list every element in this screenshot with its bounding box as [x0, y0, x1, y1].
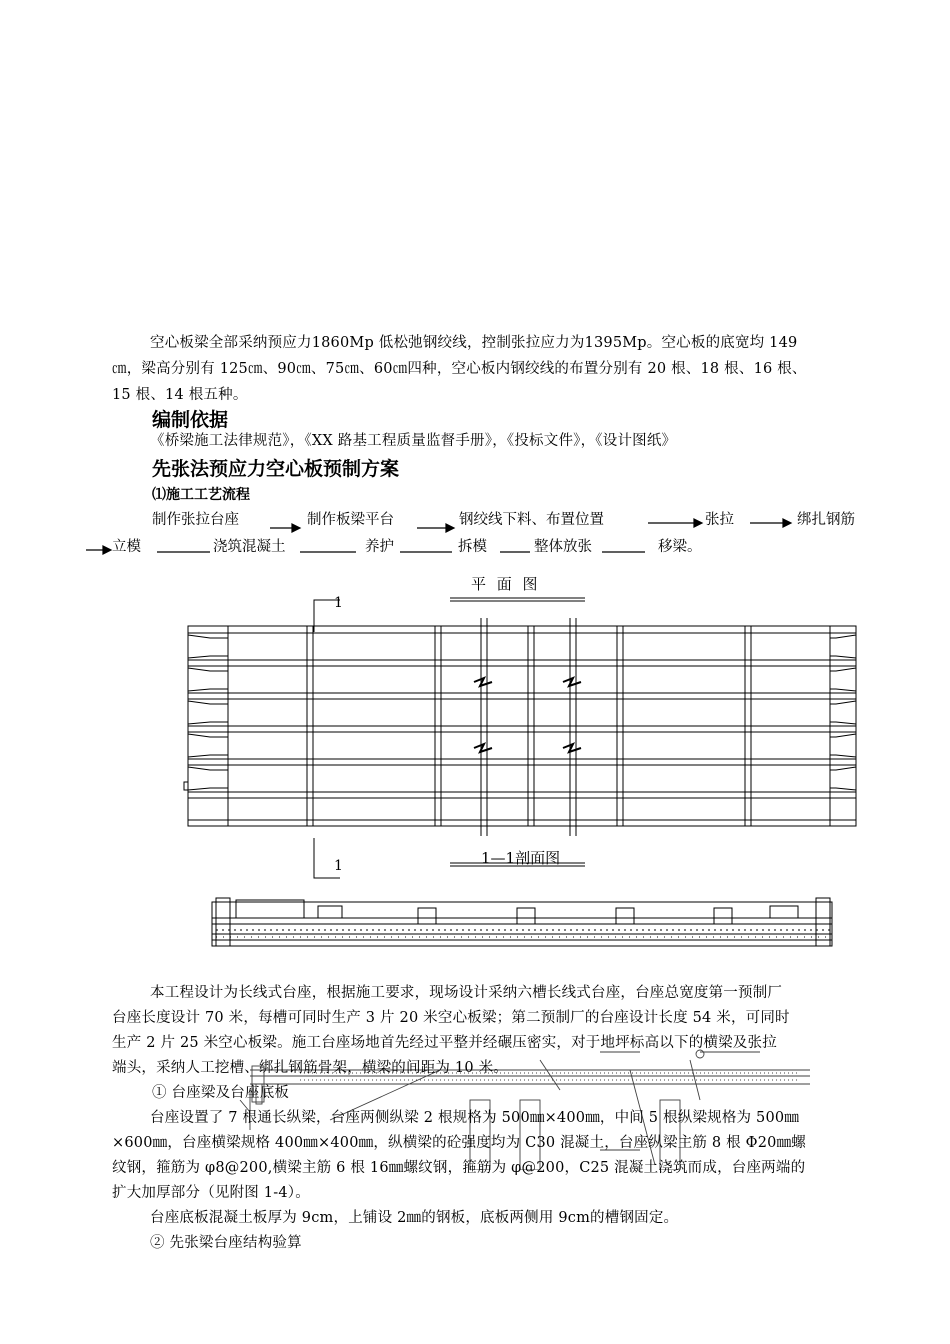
cut-label-top: 1	[334, 595, 343, 611]
body-p1-line-3: 生产 2 片 25 米空心板梁。施工台座场地首先经过平整并经碾压密实，对于地坪标高以下的横梁及张拉	[112, 1035, 777, 1051]
flow-step-6: 立模	[112, 539, 141, 555]
flow-step-2: 制作板梁平台	[307, 512, 394, 528]
plan-heading: 先张法预应力空心板预制方案	[152, 458, 400, 480]
flow-step-9: 拆模	[458, 539, 487, 555]
body-p2-line-2: ×600㎜，台座横梁规格 400㎜×400㎜，纵横梁的砼强度均为 C30 混凝土，台座纵梁主筋 8 根 Φ20㎜螺	[112, 1135, 806, 1151]
intro-line-2: ㎝，梁高分别有 125㎝、90㎝、75㎝、60㎝四种，空心板内钢绞线的布置分别有 20 根、18 根、16 根、	[112, 361, 807, 377]
flow-step-11: 移梁。	[658, 539, 702, 555]
body-p1-line-1: 本工程设计为长线式台座，根据施工要求，现场设计采纳六槽长线式台座，台座总宽度第一预制厂	[150, 985, 783, 1001]
plan-view-drawing	[0, 590, 950, 900]
body-p1-line-4: 端头，采纳人工挖槽、绑扎钢筋骨架，横梁的间距为 10 米。	[112, 1060, 508, 1076]
flow-step-7: 浇筑混凝土	[213, 539, 286, 555]
body-p1-line-2: 台座长度设计 70 米，每槽可同时生产 3 片 20 米空心板梁；第二预制厂的台座设计长度 54 米，可同时	[112, 1010, 790, 1026]
flow-arrows	[0, 500, 950, 580]
plan-subheading: ⑴施工工艺流程	[152, 487, 250, 503]
section-view-drawing	[0, 890, 950, 980]
cut-label-bottom: 1	[334, 858, 343, 874]
body-p2-line-4: 扩大加厚部分（见附图 1-4）。	[112, 1185, 310, 1201]
overlay-rebar-drawing	[0, 1040, 950, 1170]
item-1: ① 台座梁及台座底板	[152, 1085, 290, 1101]
flow-step-5: 绑扎钢筋	[797, 512, 855, 528]
flow-step-3: 钢绞线下料、布置位置	[459, 512, 604, 528]
flow-step-8: 养护	[365, 539, 394, 555]
plan-title: 平 面 图	[471, 575, 541, 593]
body-p3: 台座底板混凝土板厚为 9cm，上铺设 2㎜的钢板，底板两侧用 9cm的槽钢固定。	[150, 1210, 679, 1226]
body-p2-line-1: 台座设置了 7 根通长纵梁，台座两侧纵梁 2 根规格为 500㎜×400㎜，中间 5 根纵梁规格为 500㎜	[150, 1110, 800, 1126]
item-2: ② 先张梁台座结构验算	[150, 1235, 302, 1251]
flow-step-10: 整体放张	[534, 539, 592, 555]
body-p2-line-3: 纹钢，箍筋为 φ8@200,横梁主筋 6 根 16㎜螺纹钢，箍筋为 φ@200，C25 混凝土浇筑而成，台座两端的	[112, 1160, 806, 1176]
section-title: 1—1剖面图	[481, 849, 561, 867]
basis-heading: 编制依据	[152, 409, 229, 431]
intro-line-1: 空心板梁全部采纳预应力1860Mp 低松弛钢绞线，控制张拉应力为1395Mp。空心板的底宽均 149	[150, 335, 798, 351]
intro-line-3: 15 根、14 根五种。	[112, 387, 248, 403]
flow-step-4: 张拉	[705, 512, 734, 528]
basis-text: 《桥梁施工法律规范》，《XX 路基工程质量监督手册》，《投标文件》，《设计图纸》	[150, 433, 677, 449]
flow-step-1: 制作张拉台座	[152, 512, 239, 528]
